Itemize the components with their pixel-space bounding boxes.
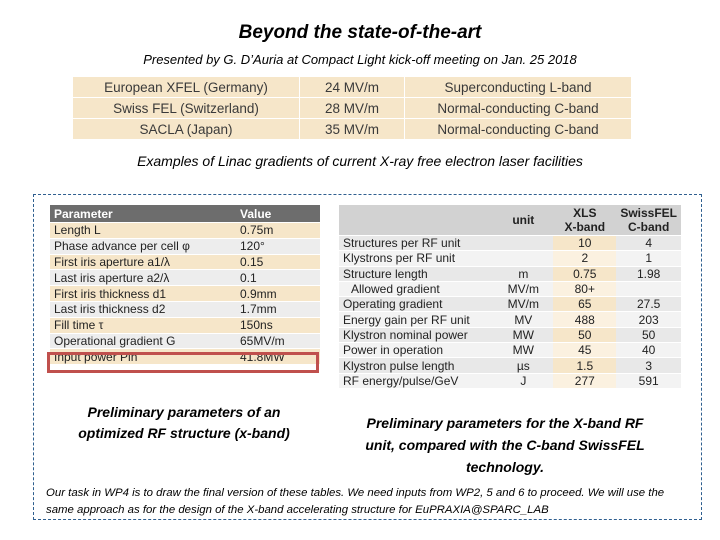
table-cell: 10 — [553, 236, 616, 251]
table-cell: 0.75 — [553, 266, 616, 281]
table-row — [50, 254, 320, 270]
slide-subtitle: Presented by G. D’Auria at Compact Light kick-off meeting on Jan. 25 2018 — [143, 52, 577, 67]
table-cell: 488 — [553, 312, 616, 327]
table-cell: 1.5 — [553, 358, 616, 373]
table-row — [339, 281, 681, 296]
table-row — [50, 301, 320, 317]
task-description: Our task in WP4 is to draw the final version of these tables. We need inputs from WP2, 5 and 6 to proceed. We will use the same approach as for the design of the X-band accelerating structure for EuPRAXIA@SPARC_LAB — [46, 487, 665, 516]
table-row — [50, 223, 320, 239]
table-cell: 41.8MW — [236, 349, 320, 365]
column-header: SwissFEL C-band — [616, 205, 681, 236]
table-cell: 4 — [616, 236, 681, 251]
table-row — [339, 343, 681, 358]
table-cell: 591 — [616, 373, 681, 388]
table-cell: 0.75m — [236, 223, 320, 239]
table-cell: 0.15 — [236, 254, 320, 270]
table-row — [339, 251, 681, 266]
slide-title: Beyond the state-of-the-art — [238, 22, 482, 43]
column-header — [339, 205, 493, 236]
table-cell: 1 — [616, 251, 681, 266]
table-row — [339, 297, 681, 312]
table-row — [339, 373, 681, 388]
table-cell: Superconducting L-band — [405, 77, 632, 98]
table-row — [50, 286, 320, 302]
table-cell: 35 MV/m — [300, 119, 405, 140]
table-row — [339, 358, 681, 373]
parameter-table-caption: Preliminary parameters of an optimized RF structure (x-band) — [78, 404, 290, 441]
table-cell: First iris thickness d1 — [50, 286, 236, 302]
table-cell: Operating gradient — [339, 297, 493, 312]
table-cell: MV/m — [493, 281, 553, 296]
table-row — [339, 327, 681, 342]
table-cell: 45 — [553, 343, 616, 358]
table-cell: MW — [493, 327, 553, 342]
table-cell: 80+ — [553, 281, 616, 296]
operational-gradient-highlight — [47, 352, 319, 373]
table-cell: Input power Pin — [50, 349, 236, 365]
table-cell: Last iris aperture a2/λ — [50, 270, 236, 286]
table-cell: 65MV/m — [236, 333, 320, 349]
table-cell: Fill time τ — [50, 317, 236, 333]
table-row — [73, 98, 632, 119]
table-cell: 28 MV/m — [300, 98, 405, 119]
table-cell: 50 — [553, 327, 616, 342]
table-row — [50, 238, 320, 254]
table-header-row — [50, 205, 320, 223]
column-header: unit — [493, 205, 553, 236]
table-cell: 1.7mm — [236, 301, 320, 317]
table-cell: Last iris thickness d2 — [50, 301, 236, 317]
table-cell: 1.98 — [616, 266, 681, 281]
table-cell: Structures per RF unit — [339, 236, 493, 251]
table-cell: Length L — [50, 223, 236, 239]
table-cell: Normal-conducting C-band — [405, 98, 632, 119]
comparison-table-caption: Preliminary parameters for the X-band RF unit, compared with the C-band SwissFEL technology. — [365, 415, 645, 475]
table-cell: MV/m — [493, 297, 553, 312]
table-cell: SACLA (Japan) — [73, 119, 300, 140]
table-cell: 27.5 — [616, 297, 681, 312]
table-cell: Normal-conducting C-band — [405, 119, 632, 140]
column-header: Value — [236, 205, 320, 223]
table-cell: MW — [493, 343, 553, 358]
table-cell: 150ns — [236, 317, 320, 333]
table-row — [339, 266, 681, 281]
table-cell: J — [493, 373, 553, 388]
table-cell: 2 — [553, 251, 616, 266]
table-cell — [493, 236, 553, 251]
table-cell: RF energy/pulse/GeV — [339, 373, 493, 388]
table-cell: Operational gradient G — [50, 333, 236, 349]
table-cell: 0.1 — [236, 270, 320, 286]
table-cell: Klystron pulse length — [339, 358, 493, 373]
table-cell: MV — [493, 312, 553, 327]
table-row — [50, 270, 320, 286]
table-row — [339, 312, 681, 327]
table-cell: 3 — [616, 358, 681, 373]
rf-structure-parameter-table — [50, 205, 320, 365]
table-cell: Structure length — [339, 266, 493, 281]
table-cell: µs — [493, 358, 553, 373]
table-cell: Energy gain per RF unit — [339, 312, 493, 327]
table-cell: European XFEL (Germany) — [73, 77, 300, 98]
gradient-table-caption: Examples of Linac gradients of current X-ray free electron laser facilities — [137, 153, 583, 169]
table-row — [73, 119, 632, 140]
table-row — [50, 333, 320, 349]
table-cell: Phase advance per cell φ — [50, 238, 236, 254]
table-cell: Klystron nominal power — [339, 327, 493, 342]
table-cell: 50 — [616, 327, 681, 342]
table-cell — [616, 281, 681, 296]
table-cell: 120° — [236, 238, 320, 254]
table-cell — [493, 251, 553, 266]
linac-gradient-table — [72, 76, 632, 140]
rf-unit-comparison-table — [339, 205, 681, 389]
column-header: Parameter — [50, 205, 236, 223]
table-cell: First iris aperture a1/λ — [50, 254, 236, 270]
table-cell: 203 — [616, 312, 681, 327]
table-row — [50, 317, 320, 333]
column-header: XLS X-band — [553, 205, 616, 236]
table-cell: Allowed gradient — [339, 281, 493, 296]
table-cell: 65 — [553, 297, 616, 312]
table-row — [339, 236, 681, 251]
table-cell: 277 — [553, 373, 616, 388]
table-cell: Klystrons per RF unit — [339, 251, 493, 266]
table-cell: Swiss FEL (Switzerland) — [73, 98, 300, 119]
table-cell: 24 MV/m — [300, 77, 405, 98]
table-header-row — [339, 205, 681, 236]
table-row — [73, 77, 632, 98]
table-cell: m — [493, 266, 553, 281]
table-cell: 0.9mm — [236, 286, 320, 302]
table-cell: 40 — [616, 343, 681, 358]
table-cell: Power in operation — [339, 343, 493, 358]
